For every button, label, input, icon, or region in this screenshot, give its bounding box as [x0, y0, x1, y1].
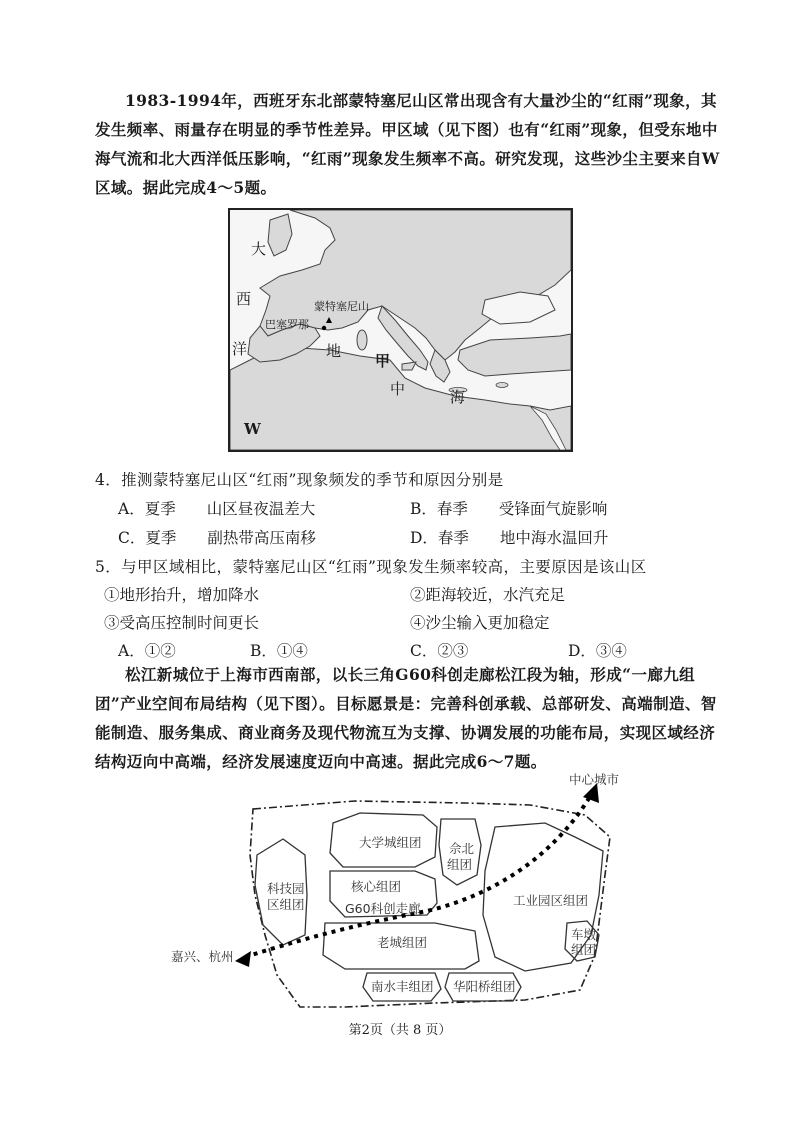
arrow-to-jiaxing-icon: [235, 951, 251, 967]
q5-statement-2: ②距海较近，水汽充足: [410, 586, 566, 604]
q5-option-c: C．②③: [410, 642, 469, 660]
montseny-label: 蒙特塞尼山: [314, 300, 369, 313]
sheshan-label-2: 组团: [447, 857, 473, 872]
map1-label-zhong: 中: [390, 380, 406, 398]
q4-option-c: C．夏季 副热带高压南移: [118, 529, 316, 547]
gongye-label: 工业园区组团: [513, 893, 589, 908]
q5-option-a: A．①②: [118, 642, 176, 660]
songjiang-layout-map: [165, 772, 665, 1015]
q5-statement-4: ④沙尘输入更加稳定: [410, 614, 550, 632]
huayang-label: 华阳桥组团: [453, 979, 516, 994]
page-footer: 第2页（共 8 页）: [348, 1023, 452, 1038]
sheshan-label-1: 佘北: [449, 841, 475, 856]
keji-label-2: 区组团: [267, 897, 305, 912]
laocheng-label: 老城组团: [377, 935, 428, 950]
question-5-stem: 5．与甲区域相比，蒙特塞尼山区“红雨”现象发生频率较高，主要原因是该山区: [95, 558, 647, 576]
q5-option-d: D．③④: [568, 642, 627, 660]
keji-label-1: 科技园: [267, 881, 305, 896]
chedun-label-2: 组团: [571, 942, 597, 957]
map1-label-xi: 西: [236, 290, 252, 308]
mediterranean-map: [228, 208, 573, 452]
q5-statement-3: ③受高压控制时间更长: [104, 614, 260, 632]
daxuecheng-label: 大学城组团: [359, 835, 422, 850]
map1-label-hai: 海: [450, 388, 466, 406]
jiaxing-label: 嘉兴、杭州: [171, 949, 234, 964]
dongjing-label: 南水丰组团: [371, 979, 434, 994]
q4-option-d: D．春季 地中海水温回升: [410, 529, 609, 547]
region-w-label: W: [244, 420, 261, 438]
map1-label-da: 大: [251, 240, 267, 258]
g60-label: G60科创走廊: [345, 901, 421, 916]
q5-statement-1: ①地形抬升，增加降水: [104, 586, 260, 604]
passage-1: 1983-1994年，西班牙东北部蒙特塞尼山区常出现含有大量沙尘的“红雨”现象，其发生频率、雨量存在明显的季节性差异。甲区域（见下图）也有“红雨”现象，但受东地中海气流和北大西洋低压影响，“红雨”现象发生频率不高。研究发现，这些沙尘主要来自W区域。据此完成4～5题。: [95, 91, 720, 197]
question-4-stem: 4．推测蒙特塞尼山区“红雨”现象频发的季节和原因分别是: [95, 471, 504, 489]
barcelona-label: 巴塞罗那: [265, 318, 309, 331]
map1-label-di: 地: [326, 342, 342, 360]
q4-option-b: B．春季 受锋面气旋影响: [410, 500, 608, 518]
q5-option-b: B．①④: [250, 642, 308, 660]
hexin-label: 核心组团: [351, 879, 402, 894]
q4-option-a: A．夏季 山区昼夜温差大: [118, 500, 316, 518]
region-jia-label: 甲: [375, 352, 391, 370]
center-city-label: 中心城市: [569, 772, 620, 787]
map1-label-yang: 洋: [232, 340, 248, 358]
passage-2: 松江新城位于上海市西南部，以长三角G60科创走廊松江段为轴，形成“一廊九组团”产业空间布局结构（见下图）。目标愿景是：完善科创承载、总部研发、高端制造、智能制造、服务集成、商业商务及现代物流互为支撑、协调发展的功能布局，实现区域经济结构迈向中高端，经济发展速度迈向中高速。据此完成6～7题。: [95, 665, 717, 771]
chedun-label-1: 车墩: [571, 927, 597, 942]
barcelona-dot-icon: [322, 326, 326, 330]
